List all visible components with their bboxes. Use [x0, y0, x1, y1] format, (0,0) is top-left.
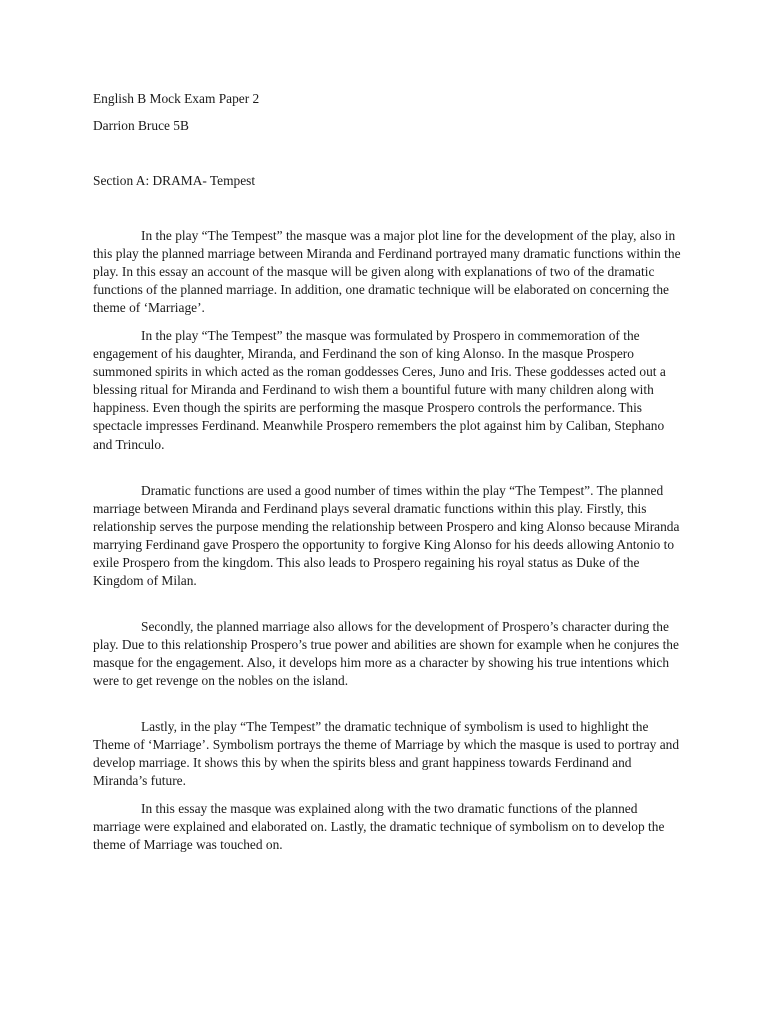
paragraph-text: Dramatic functions are used a good number of times within the play “The Tempest”. The planned marriage between Miranda and Ferdinand plays several dramatic functions within this play. Firstly, this relationship serves the purpose mending the relationship between Prospero and king Alonso because Miranda marrying Ferdinand gave Prospero the opportunity to forgive King Alonso for his deeds allowing Antonio to exile Prospero from the kingdom. This also leads to Prospero regaining his royal status as Duke of the Kingdom of Milan. — [93, 483, 680, 589]
paragraph-text: In the play “The Tempest” the masque was formulated by Prospero in commemoration of the engagement of his daughter, Miranda, and Ferdinand the son of king Alonso. In the masque Prospero summoned spirits in which acted as the roman goddesses Ceres, Juno and Iris. These goddesses acted out a blessing ritual for Miranda and Ferdinand to wish them a bountiful future with many children along with happiness. Even though the spirits are performing the masque Prospero controls the performance. This spectacle impresses Ferdinand. Meanwhile Prospero remembers the plot against him by Caliban, Stephano and Trinculo. — [93, 328, 666, 452]
paragraph-5 — [93, 718, 683, 790]
paragraph-1 — [93, 227, 683, 317]
paragraph-3 — [93, 482, 683, 591]
paragraph-2 — [93, 327, 683, 454]
paragraph-text: Secondly, the planned marriage also allows for the development of Prospero’s character during the play. Due to this relationship Prospero’s true power and abilities are shown for example when he conjures the masque for the engagement. Also, it develops him more as a character by showing his true intentions which were to get revenge on the nobles on the island. — [93, 619, 679, 689]
paragraph-text: In this essay the masque was explained along with the two dramatic functions of the planned marriage were explained and elaborated on. Lastly, the dramatic technique of symbolism on to develop the theme of Marriage was touched on. — [93, 801, 665, 853]
paragraph-4 — [93, 618, 683, 690]
section-title: Section A: DRAMA- Tempest — [93, 173, 256, 188]
paragraph-text: In the play “The Tempest” the masque was a major plot line for the development of the play, also in this play the planned marriage between Miranda and Ferdinand portrayed many dramatic functions within the play. In this essay an account of the masque will be given along with explanations of two of the dramatic functions of the planned marriage. In addition, one dramatic technique will be elaborated on concerning the theme of ‘Marriage’. — [93, 228, 681, 316]
exam-title: English B Mock Exam Paper 2 — [93, 91, 260, 106]
paragraph-text: Lastly, in the play “The Tempest” the dramatic technique of symbolism is used to highlight the Theme of ‘Marriage’. Symbolism portrays the theme of Marriage by which the masque is used to portray and develop marriage. It shows this by when the spirits bless and grant happiness towards Ferdinand and Miranda’s future. — [93, 719, 680, 789]
paragraph-6 — [93, 800, 683, 854]
student-name: Darrion Bruce 5B — [93, 118, 189, 133]
